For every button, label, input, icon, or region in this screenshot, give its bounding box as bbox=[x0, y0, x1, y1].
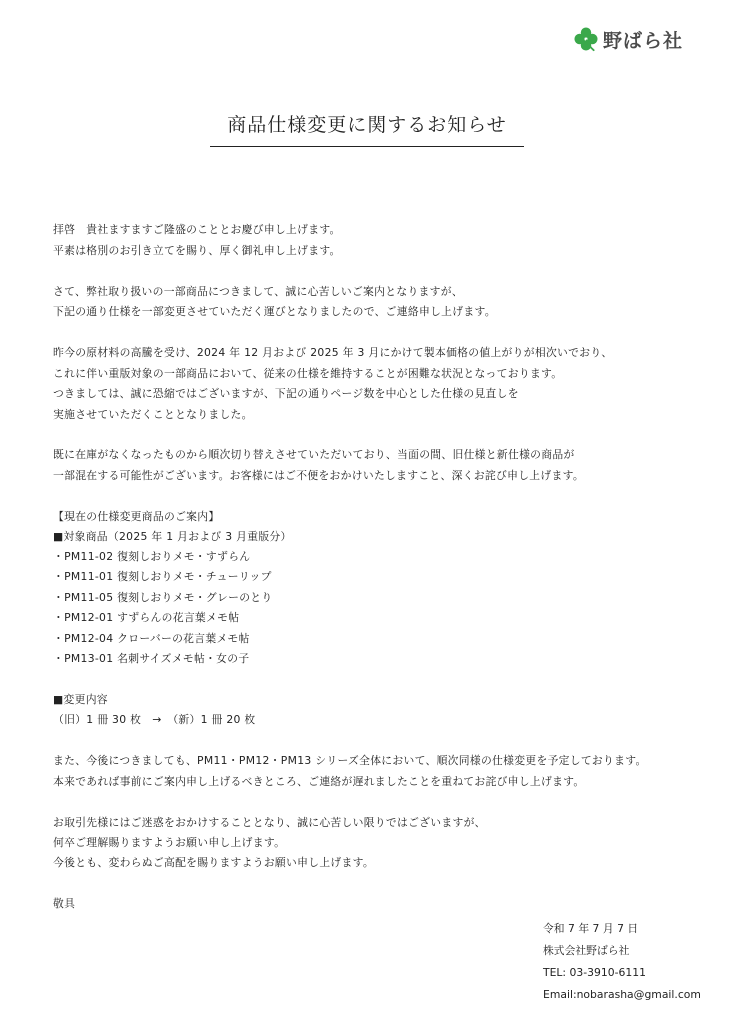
greeting-line: 平素は格別のお引き立てを賜り、厚く御礼申し上げます。 bbox=[53, 244, 341, 257]
page-title: 商品仕様変更に関するお知らせ bbox=[210, 110, 524, 147]
signature-company: 株式会社野ばら社 bbox=[543, 944, 630, 957]
reason-line: 昨今の原材料の高騰を受け、2024 年 12 月および 2025 年 3 月にかけて製本価格の値上がりが相次いでおり、 bbox=[53, 346, 613, 359]
future-line: また、今後につきましても、PM11・PM12・PM13 シリーズ全体において、順次同様の仕様変更を予定しております。 bbox=[53, 754, 647, 767]
closing-line: 何卒ご理解賜りますようお願い申し上げます。 bbox=[53, 836, 286, 849]
closing-line: 今後とも、変わらぬご高配を賜りますようお願い申し上げます。 bbox=[53, 856, 374, 869]
target-heading: ■対象商品（2025 年 1 月および 3 月重版分） bbox=[53, 530, 292, 543]
keigu: 敬具 bbox=[53, 897, 76, 910]
logo-text: 野ばら社 bbox=[603, 29, 684, 52]
stock-line: 一部混在する可能性がございます。お客様にはご不便をおかけいたしますこと、深くお詫び申し上げます。 bbox=[53, 469, 584, 482]
product-item: ・PM12-01 すずらんの花言葉メモ帖 bbox=[53, 611, 240, 624]
reason-line: これに伴い重版対象の一部商品において、従来の仕様を維持することが困難な状況となっております。 bbox=[53, 367, 563, 380]
change-detail: （旧）1 冊 30 枚 → （新）1 冊 20 枚 bbox=[53, 713, 256, 726]
reason-line: つきましては、誠に恐縮ではございますが、下記の通りページ数を中心とした仕様の見直しを bbox=[53, 387, 519, 400]
clover-icon bbox=[572, 25, 600, 53]
signature-date: 令和 7 年 7 月 7 日 bbox=[543, 922, 639, 935]
product-item: ・PM12-04 クローバーの花言葉メモ帖 bbox=[53, 632, 250, 645]
product-item: ・PM11-02 復刻しおりメモ・すずらん bbox=[53, 550, 251, 563]
closing-line: お取引先様にはご迷惑をおかけすることとなり、誠に心苦しい限りではございますが、 bbox=[53, 816, 486, 829]
company-logo bbox=[572, 24, 683, 54]
reason-line: 実施させていただくこととなりました。 bbox=[53, 408, 253, 421]
future-line: 本来であれば事前にご案内申し上げるべきところ、ご連絡が遅れましたことを重ねてお詫び申し上げます。 bbox=[53, 775, 585, 788]
intro-line: 下記の通り仕様を一部変更させていただく運びとなりましたので、ご連絡申し上げます。 bbox=[53, 305, 496, 318]
signature-tel: TEL: 03-3910-6111 bbox=[543, 966, 646, 979]
signature-email: Email:nobarasha@gmail.com bbox=[543, 988, 701, 1001]
intro-line: さて、弊社取り扱いの一部商品につきまして、誠に心苦しいご案内となりますが、 bbox=[53, 285, 463, 298]
change-heading: ■変更内容 bbox=[53, 693, 108, 706]
section-heading: 【現在の仕様変更商品のご案内】 bbox=[53, 510, 220, 523]
greeting-line: 拝啓 貴社ますますご隆盛のこととお慶び申し上げます。 bbox=[53, 223, 341, 236]
product-item: ・PM11-01 復刻しおりメモ・チューリップ bbox=[53, 570, 272, 583]
product-item: ・PM11-05 復刻しおりメモ・グレーのとり bbox=[53, 591, 273, 604]
stock-line: 既に在庫がなくなったものから順次切り替えさせていただいており、当面の間、旧仕様と新仕様の商品が bbox=[53, 448, 575, 461]
product-item: ・PM13-01 名刺サイズメモ帖・女の子 bbox=[53, 652, 250, 665]
